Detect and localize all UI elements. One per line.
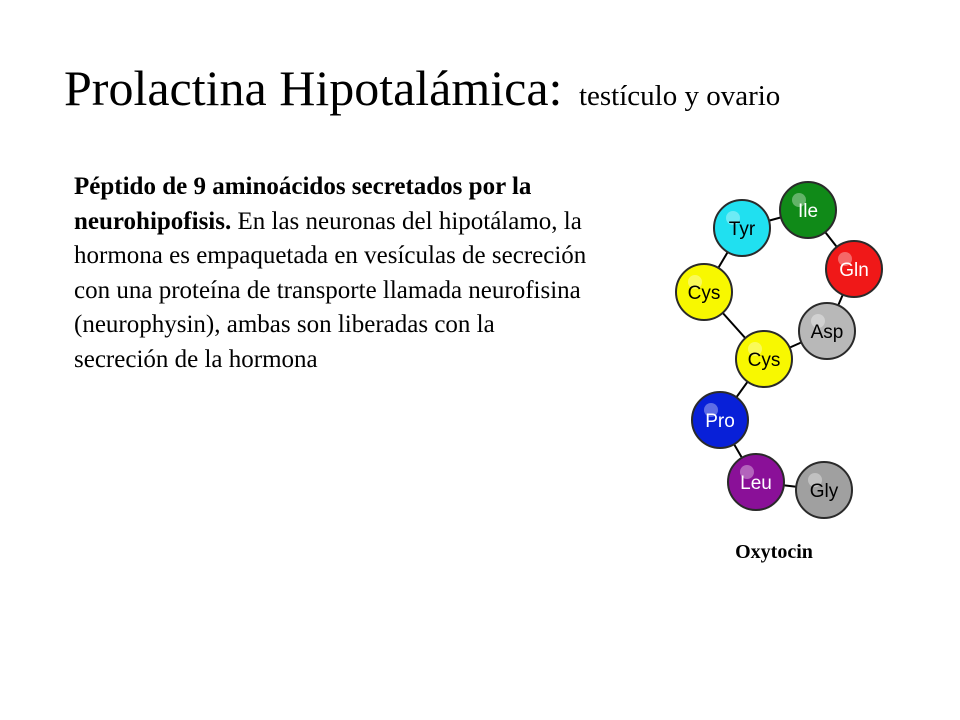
residue-ile-1 [780, 182, 836, 238]
residue-tyr-0 [714, 200, 770, 256]
body-text: En las neuronas del hipotálamo, la hormona es empaquetada en vesículas de secreción con una proteína de transporte llamada neurofisina (neurophysin), ambas son liberadas con la secreción de la hormona [74, 207, 587, 373]
residue-asp-4 [799, 303, 855, 359]
residue-label: Ile [797, 201, 819, 222]
title-main: Prolactina Hipotalámica: [64, 60, 563, 116]
residue-label: Cys [687, 283, 721, 304]
residue-label: Asp [810, 322, 844, 343]
oxytocin-diagram [664, 176, 884, 576]
residue-gln-2 [826, 241, 882, 297]
residue-label: Leu [740, 473, 772, 494]
residue-label: Tyr [728, 219, 756, 240]
title-subtitle: testículo y ovario [578, 80, 781, 112]
residue-cys-5 [736, 331, 792, 387]
body-bold-text: Péptido de 9 aminoácidos secretados por la neurohipofisis. [74, 173, 532, 235]
body-paragraph [74, 170, 594, 377]
residue-pro-6 [692, 392, 748, 448]
slide-title [64, 58, 780, 126]
residue-label: Gly [809, 481, 839, 502]
residue-gly-8 [796, 462, 852, 518]
residue-label: Cys [747, 350, 781, 371]
residue-leu-7 [728, 454, 784, 510]
residue-group [676, 182, 882, 518]
residue-label: Gln [839, 260, 869, 281]
residue-cys-3 [676, 264, 732, 320]
residue-label: Pro [705, 411, 735, 432]
diagram-caption: Oxytocin [735, 541, 813, 563]
